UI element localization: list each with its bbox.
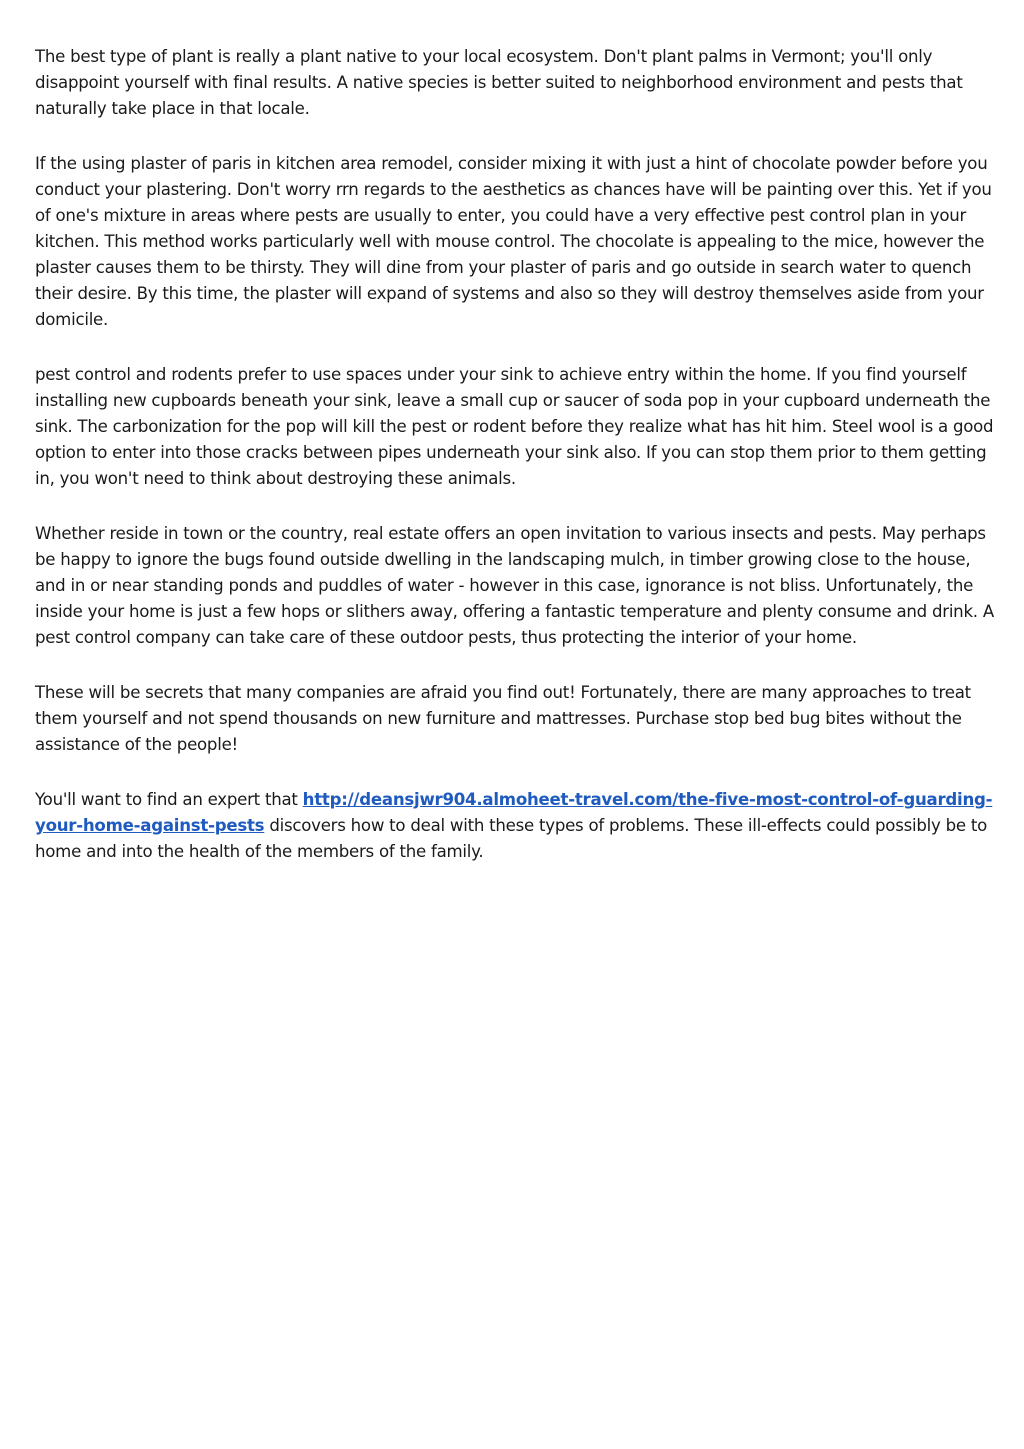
document-body (35, 44, 997, 894)
paragraph-native-plants: The best type of plant is really a plant native to your local ecosystem. Don't plant palms in Vermont; you'll only disappoint yourself with final results. A native species is better suited to neighborhood environment and pests that naturally take place in that locale. (35, 47, 963, 118)
paragraph-sink-rodents: pest control and rodents prefer to use spaces under your sink to achieve entry within the home. If you find yourself installing new cupboards beneath your sink, leave a small cup or saucer of soda pop in your cupboard underneath the sink. The carbonization for the pop will kill the pest or rodent before they realize what has hit him. Steel wool is a good option to enter into those cracks between pipes underneath your sink also. If you can stop them prior to them getting in, you won't need to think about destroying these animals. (35, 365, 994, 488)
paragraph-plaster-of-paris: If the using plaster of paris in kitchen area remodel, consider mixing it with just a hint of chocolate powder before you conduct your plastering. Don't worry rrn regards to the aesthetics as chances have will be painting over this. Yet if you of one's mixture in areas where pests are usually to enter, you could have a very effective pest control plan in your kitchen. This method works particularly well with mouse control. The chocolate is appealing to the mice, however the plaster causes them to be thirsty. They will dine from your plaster of paris and go outside in search water to quench their desire. By this time, the plaster will expand of systems and also so they will destroy themselves aside from your domicile. (35, 154, 992, 329)
paragraph-find-expert-intro: You'll want to find an expert that (35, 790, 303, 809)
expert-link[interactable]: http://deansjwr904.almoheet-travel.com/the-five-most-control-of-guarding-your-home-against-pests (35, 790, 993, 835)
paragraph-find-expert-rest: discovers how to deal with these types of problems. These ill-effects could possibly be to home and into the health of the members of the family. (35, 816, 988, 861)
paragraph-bed-bugs: These will be secrets that many companies are afraid you find out! Fortunately, there are many approaches to treat them yourself and not spend thousands on new furniture and mattresses. Purchase stop bed bug bites without the assistance of the people! (35, 683, 971, 754)
paragraph-find-expert (35, 787, 997, 865)
paragraph-outdoor-pests: Whether reside in town or the country, real estate offers an open invitation to various insects and pests. May perhaps be happy to ignore the bugs found outside dwelling in the landscaping mulch, in timber growing close to the house, and in or near standing ponds and puddles of water - however in this case, ignorance is not bliss. Unfortunately, the inside your home is just a few hops or slithers away, offering a fantastic temperature and plenty consume and drink. A pest control company can take care of these outdoor pests, thus protecting the interior of your home. (35, 524, 994, 647)
